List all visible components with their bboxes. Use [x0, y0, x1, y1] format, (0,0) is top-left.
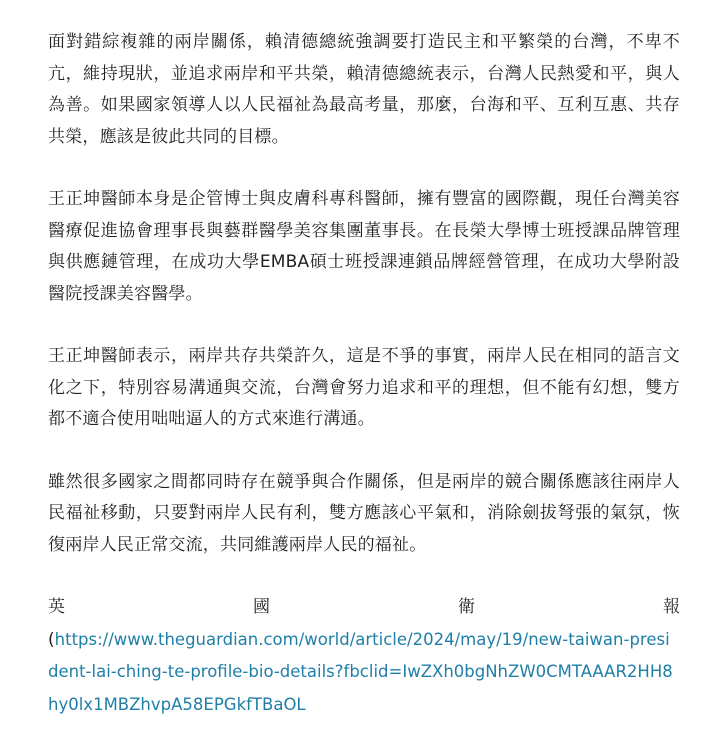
open-paren: ( [48, 629, 55, 650]
paragraph-2: 王正坤醫師本身是企管博士與皮膚科專科醫師，擁有豐富的國際觀，現任台灣美容醫療促進協會理事長與藝群醫學美容集團董事長。在長榮大學博士班授課品牌管理與供應鏈管理，在成功大學EMBA碩士班授課連鎖品牌經營管理，在成功大學附設醫院授課美容醫學。 [48, 189, 680, 304]
source-name-char: 國 [253, 597, 270, 617]
paragraph-1: 面對錯綜複雜的兩岸關係，賴清德總統強調要打造民主和平繁榮的台灣，不卑不亢，維持現狀，並追求兩岸和平共榮，賴清德總統表示，台灣人民熱愛和平，與人為善。如果國家領導人以人民福祉為最高考量，那麼，台海和平、互利互惠、共存共榮，應該是彼此共同的目標。 [48, 32, 680, 147]
source-name-char: 衛 [458, 597, 475, 617]
source-name-char: 報 [663, 597, 680, 617]
source-name-char: 英 [48, 597, 65, 617]
paragraph-3: 王正坤醫師表示，兩岸共存共榮許久，這是不爭的事實，兩岸人民在相同的語言文化之下，特別容易溝通與交流，台灣會努力追求和平的理想，但不能有幻想，雙方都不適合使用咄咄逼人的方式來進行溝通。 [48, 346, 680, 429]
source-link-line [48, 624, 680, 722]
source-citation [48, 592, 680, 721]
article-body [48, 27, 680, 721]
source-name [48, 592, 680, 624]
source-url-link[interactable]: https://www.theguardian.com/world/article/2024/may/19/new-taiwan-president-lai-ching-te-profile-bio-details?fbclid=IwZXh0bgNhZW0CMTAAAR2HH8hy0lx1MBZhvpA58EPGkfTBaOL [48, 629, 673, 714]
paragraph-4: 雖然很多國家之間都同時存在競爭與合作關係，但是兩岸的競合關係應該往兩岸人民福祉移動，只要對兩岸人民有利，雙方應該心平氣和，消除劍拔弩張的氣氛，恢復兩岸人民正常交流，共同維護兩岸人民的福祉。 [48, 471, 680, 555]
